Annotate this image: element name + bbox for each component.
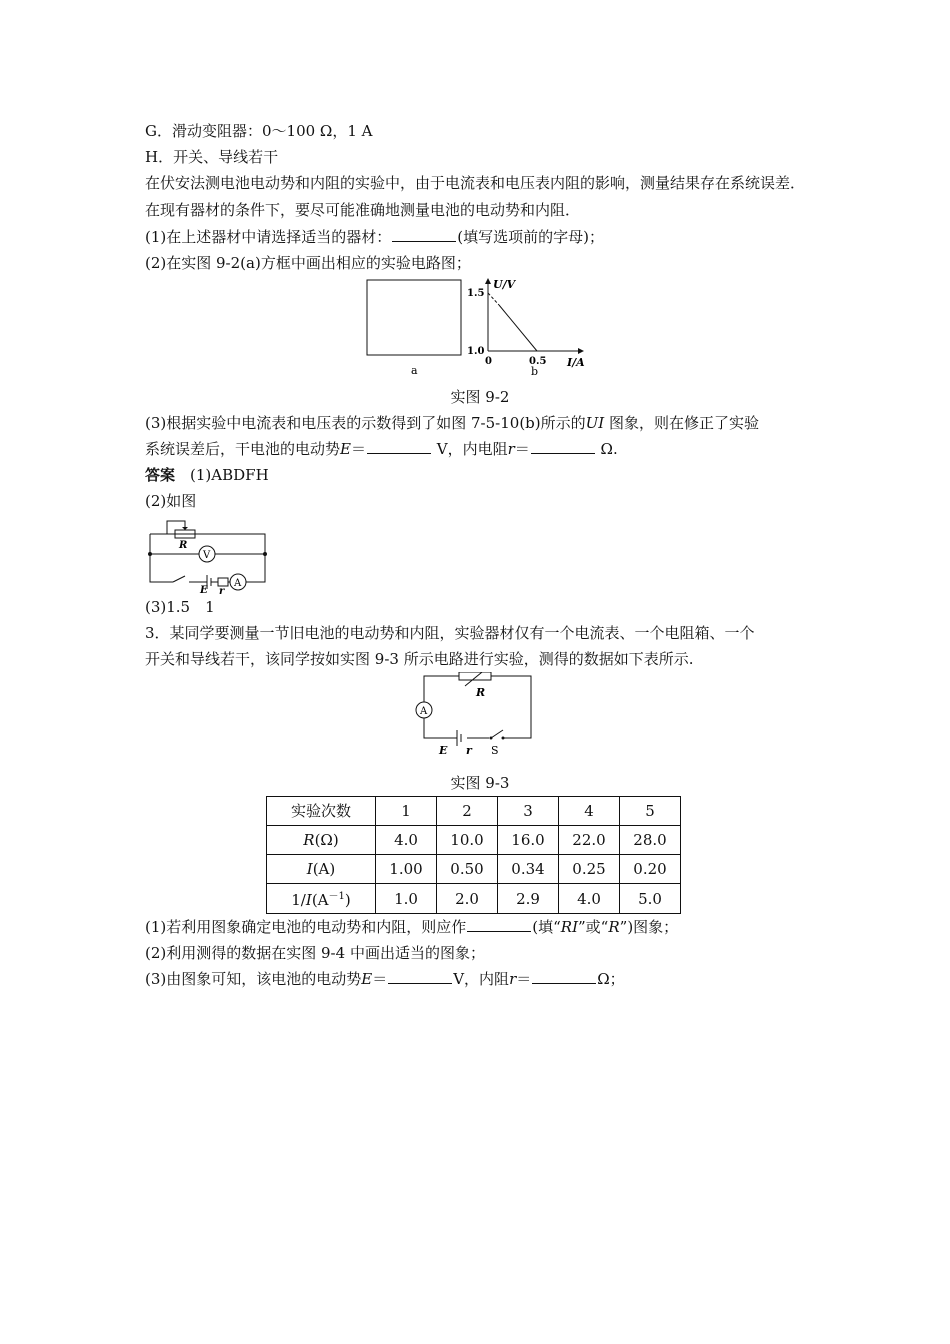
circuit-label-e: E: [200, 585, 208, 594]
table-cell: 1.0: [376, 884, 437, 914]
fig93-ammeter: A: [420, 706, 428, 717]
figure-9-3-svg: [145, 672, 815, 770]
circuit-label-small-r: r: [219, 586, 225, 594]
figure-9-2-caption: 实图 9-2: [450, 388, 510, 406]
table-cell: 2.0: [437, 884, 498, 914]
y-tick-1-5: 1.5: [467, 288, 485, 299]
figure-9-3-caption: 实图 9-3: [450, 774, 510, 792]
intro-paragraph: 在伏安法测电池电动势和内阻的实验中，由于电流表和电压表内阻的影响，测量结果存在系统误差．在现有器材的条件下，要尽可能准确地测量电池的电动势和内阻．: [145, 174, 806, 219]
row-label-inverse-current: $1/I(A^{-1})$: [267, 884, 376, 914]
x-tick-0-5: 0.5: [529, 356, 547, 367]
question-2-1: (1)在上述器材中请选择适当的器材： (填写选项前的字母)；: [145, 228, 604, 246]
table-header-cell: 实验次数: [267, 797, 376, 826]
table-cell: 16.0: [498, 826, 559, 855]
answer-1: 答案 (1)ABDFH: [145, 466, 269, 484]
resistance-blank[interactable]: [531, 439, 595, 454]
table-row-current: [267, 855, 681, 884]
graph-type-blank[interactable]: [467, 917, 531, 932]
table-cell: 22.0: [559, 826, 620, 855]
x-axis-label: I/A: [567, 356, 585, 369]
fig93-label-s: S: [491, 744, 499, 757]
table-cell: 10.0: [437, 826, 498, 855]
answer-circuit: [145, 514, 815, 594]
question-3-line2: 开关和导线若干，该同学按如实图 9-3 所示电路进行实验，测得的数据如下表所示.: [145, 650, 694, 668]
question-3-3: (3)由图象可知，该电池的电动势E＝ V，内阻r＝ Ω；: [145, 970, 625, 988]
ammeter-label: A: [234, 578, 242, 589]
table-header-cell: 5: [620, 797, 681, 826]
answer-2: (2)如图: [145, 492, 197, 510]
emf-blank[interactable]: [367, 439, 431, 454]
question-2-2: (2)在实图 9-2(a)方框中画出相应的实验电路图；: [145, 254, 471, 272]
figure-9-3: [145, 672, 815, 770]
resistance-blank-q3[interactable]: [532, 969, 596, 984]
row-label-resistance: R(Ω): [267, 826, 376, 855]
table-cell: 0.25: [559, 855, 620, 884]
table-cell: 0.20: [620, 855, 681, 884]
y-axis-arrow: [485, 278, 491, 284]
row-label-current: I(A): [267, 855, 376, 884]
table-cell: 1.00: [376, 855, 437, 884]
question-3-line1: 3．某同学要测量一节旧电池的电动势和内阻，实验器材仅有一个电流表、一个电阻箱、一个: [145, 624, 755, 642]
emf-blank-q3[interactable]: [388, 969, 452, 984]
table-header-cell: 3: [498, 797, 559, 826]
fig93-label-r: R: [476, 686, 486, 699]
document-page: [145, 118, 815, 992]
table-cell: 5.0: [620, 884, 681, 914]
table-cell: 0.50: [437, 855, 498, 884]
circuit-box: [367, 280, 461, 355]
table-cell: 0.34: [498, 855, 559, 884]
table-cell: 4.0: [559, 884, 620, 914]
table-cell: 2.9: [498, 884, 559, 914]
answer-blank[interactable]: [392, 227, 456, 242]
answer-circuit-svg: [145, 514, 345, 594]
table-header-cell: 2: [437, 797, 498, 826]
table-row-inverse-current: [267, 884, 681, 914]
fig-label-b: b: [531, 365, 539, 378]
question-3-1: (1)若利用图象确定电池的电动势和内阻，则应作 (填“RI”或“R”)图象；: [145, 918, 679, 936]
x-axis-arrow: [578, 348, 584, 354]
table-header-cell: 1: [376, 797, 437, 826]
data-table: [266, 796, 681, 914]
answer-3: (3)1.5 1: [145, 598, 215, 616]
x-tick-0: 0: [485, 356, 492, 367]
figure-9-2: [145, 276, 815, 382]
question-2-3-line1: (3)根据实验中电流表和电压表的示数得到了如图 7-5-10(b)所示的UI 图象，则在修正了实验: [145, 414, 759, 432]
item-h: H．开关、导线若干: [145, 148, 279, 166]
y-tick-1-0: 1.0: [467, 346, 485, 357]
figure-9-2-svg: [145, 276, 815, 382]
table-header-row: [267, 797, 681, 826]
dashed-extension: [488, 293, 499, 305]
circuit-label-r: R: [179, 540, 188, 551]
ui-line: [499, 305, 537, 351]
fig93-label-small-r: r: [466, 744, 472, 757]
table-cell: 28.0: [620, 826, 681, 855]
table-header-cell: 4: [559, 797, 620, 826]
fig-label-a: a: [411, 364, 418, 377]
item-g: G．滑动变阻器：0～100 Ω，1 A: [145, 122, 373, 140]
question-2-3-line2: 系统误差后，干电池的电动势E＝ V，内电阻r＝ Ω.: [145, 440, 618, 458]
table-cell: 4.0: [376, 826, 437, 855]
question-3-2: (2)利用测得的数据在实图 9-4 中画出适当的图象；: [145, 944, 485, 962]
voltmeter-label: V: [203, 550, 211, 561]
y-axis-label: U/V: [493, 278, 516, 291]
fig93-label-e: E: [439, 744, 448, 757]
table-row-resistance: [267, 826, 681, 855]
